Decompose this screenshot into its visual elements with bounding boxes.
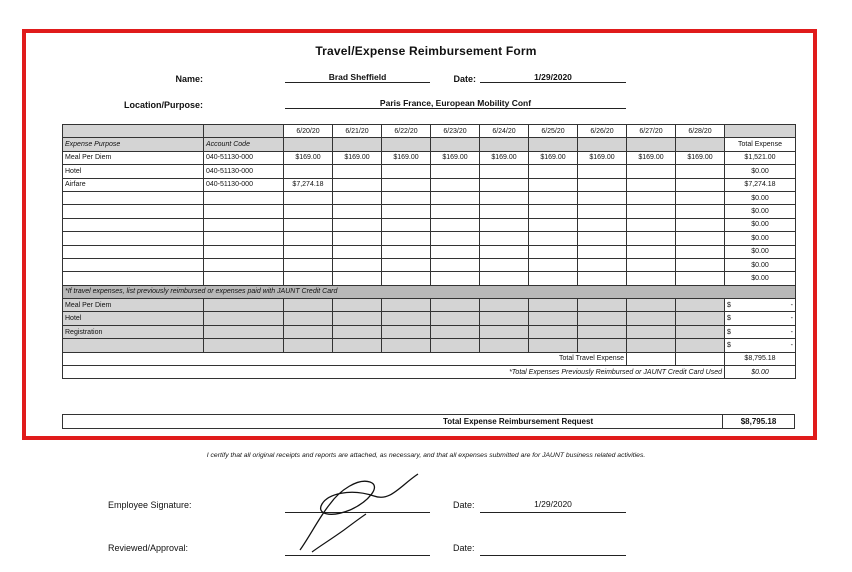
employee-signature-label: Employee Signature:	[108, 500, 192, 510]
amount-cell	[382, 205, 431, 218]
currency-symbol: $	[727, 301, 731, 309]
location-label: Location/Purpose:	[123, 100, 203, 110]
account-code-cell: 040-51130-000	[204, 165, 284, 178]
amount-cell	[382, 218, 431, 231]
row-total-cell: $0.00	[725, 205, 796, 218]
date-header-cell: 6/25/20	[529, 125, 578, 138]
previous-amount-cell	[382, 339, 431, 352]
header-blank-cell	[431, 138, 480, 151]
amount-cell	[676, 258, 725, 271]
currency-symbol: $	[727, 328, 731, 336]
expense-row	[63, 205, 796, 218]
amount-cell	[333, 205, 382, 218]
previous-total-cell	[725, 339, 796, 352]
currency-symbol: $	[727, 315, 731, 323]
previous-amount-cell	[578, 339, 627, 352]
previous-amount-cell	[529, 339, 578, 352]
row-total-cell: $0.00	[725, 165, 796, 178]
header-blank-cell	[529, 138, 578, 151]
previous-amount-cell	[627, 325, 676, 338]
expense-row	[63, 245, 796, 258]
amount-cell	[529, 191, 578, 204]
certification-text: I certify that all original receipts and reports are attached, as necessary, and that all expenses submitted are for JAUNT business related activities.	[206, 452, 646, 459]
previous-amount-cell	[578, 312, 627, 325]
amount-cell	[627, 272, 676, 285]
amount-cell: $169.00	[627, 151, 676, 164]
previous-expenses-note: *If travel expenses, list previously reimbursed or expenses paid with JAUNT Credit Card	[63, 285, 796, 298]
expense-row	[63, 178, 796, 191]
currency-symbol: $	[727, 341, 731, 349]
amount-cell	[578, 218, 627, 231]
date-header-cell: 6/21/20	[333, 125, 382, 138]
expense-row	[63, 272, 796, 285]
previous-expense-row	[63, 339, 796, 352]
previous-amount-cell	[431, 312, 480, 325]
reimbursement-request-label: Total Expense Reimbursement Request	[443, 417, 594, 426]
date-header-cell: 6/23/20	[431, 125, 480, 138]
account-header: Account Code	[204, 138, 284, 151]
header-blank-cell	[676, 138, 725, 151]
expense-purpose-cell	[63, 258, 204, 271]
expense-row	[63, 218, 796, 231]
amount-cell	[627, 218, 676, 231]
date-header-cell: 6/27/20	[627, 125, 676, 138]
amount-cell	[529, 205, 578, 218]
review-date-line	[480, 555, 626, 556]
amount-cell	[382, 165, 431, 178]
amount-cell	[382, 258, 431, 271]
previous-amount-cell	[578, 325, 627, 338]
row-total-cell: $0.00	[725, 272, 796, 285]
previous-expenses-note-row	[63, 285, 796, 298]
account-code-cell	[204, 272, 284, 285]
amount-cell	[333, 258, 382, 271]
review-approval-line	[285, 555, 430, 556]
date-header-cell: 6/22/20	[382, 125, 431, 138]
previous-total-label: *Total Expenses Previously Reimbursed or JAUNT Credit Card Used	[63, 366, 725, 379]
amount-cell	[431, 232, 480, 245]
header-blank-cell	[627, 138, 676, 151]
amount-cell	[431, 245, 480, 258]
amount-cell	[431, 191, 480, 204]
reimbursement-request-box	[62, 414, 795, 429]
amount-cell	[627, 191, 676, 204]
dash-value: -	[790, 328, 793, 336]
amount-cell	[431, 178, 480, 191]
expense-purpose-cell: Meal Per Diem	[63, 151, 204, 164]
amount-cell	[382, 272, 431, 285]
amount-cell	[284, 205, 333, 218]
amount-cell	[431, 205, 480, 218]
header-blank-cell	[63, 125, 204, 138]
total-header: Total Expense	[725, 138, 796, 151]
date-header-cell: 6/26/20	[578, 125, 627, 138]
previous-total-value: $0.00	[725, 366, 796, 379]
expense-row	[63, 165, 796, 178]
previous-amount-cell	[676, 312, 725, 325]
previous-amount-cell	[529, 312, 578, 325]
amount-cell	[333, 191, 382, 204]
amount-cell	[676, 178, 725, 191]
amount-cell: $169.00	[676, 151, 725, 164]
previous-amount-cell	[431, 299, 480, 312]
previous-code-cell	[204, 312, 284, 325]
previous-amount-cell	[627, 312, 676, 325]
amount-cell	[578, 165, 627, 178]
previous-code-cell	[204, 299, 284, 312]
header-blank-cell	[578, 138, 627, 151]
previous-amount-cell	[382, 312, 431, 325]
expense-purpose-cell: Hotel	[63, 165, 204, 178]
amount-cell: $169.00	[333, 151, 382, 164]
amount-cell	[480, 191, 529, 204]
review-date-label: Date:	[453, 543, 475, 553]
amount-cell	[578, 205, 627, 218]
amount-cell	[284, 258, 333, 271]
column-header-row	[63, 138, 796, 151]
reimbursement-request-value: $8,795.18	[740, 417, 777, 426]
amount-cell	[627, 205, 676, 218]
amount-cell	[480, 258, 529, 271]
amount-cell	[676, 165, 725, 178]
total-travel-row	[63, 352, 796, 365]
form-title: Travel/Expense Reimbursement Form	[315, 44, 537, 58]
amount-cell	[284, 272, 333, 285]
amount-cell: $169.00	[480, 151, 529, 164]
date-header-cell: 6/20/20	[284, 125, 333, 138]
amount-cell	[431, 272, 480, 285]
amount-cell	[480, 165, 529, 178]
previous-expense-row	[63, 312, 796, 325]
header-blank-cell	[480, 138, 529, 151]
amount-cell	[676, 245, 725, 258]
previous-amount-cell	[627, 299, 676, 312]
account-code-cell	[204, 205, 284, 218]
signature-scribble	[290, 466, 430, 556]
previous-amount-cell	[284, 312, 333, 325]
amount-cell	[480, 245, 529, 258]
previous-code-cell	[204, 325, 284, 338]
amount-cell: $169.00	[284, 151, 333, 164]
amount-cell	[578, 178, 627, 191]
amount-cell	[676, 218, 725, 231]
amount-cell	[627, 178, 676, 191]
previous-amount-cell	[480, 312, 529, 325]
expense-purpose-cell: Airfare	[63, 178, 204, 191]
blank-cell	[627, 352, 676, 365]
amount-cell	[382, 191, 431, 204]
account-code-cell: 040-51130-000	[204, 178, 284, 191]
amount-cell	[529, 232, 578, 245]
previous-amount-cell	[284, 299, 333, 312]
total-travel-value: $8,795.18	[725, 352, 796, 365]
header-blank-cell	[382, 138, 431, 151]
expense-purpose-cell	[63, 245, 204, 258]
previous-amount-cell	[480, 299, 529, 312]
row-total-cell: $0.00	[725, 191, 796, 204]
previous-amount-cell	[284, 325, 333, 338]
amount-cell	[284, 232, 333, 245]
previous-amount-cell	[284, 339, 333, 352]
header-blank-cell	[284, 138, 333, 151]
signature-date-line	[480, 512, 626, 513]
signature-date-value: 1/29/2020	[534, 499, 572, 509]
row-total-cell: $1,521.00	[725, 151, 796, 164]
amount-cell	[480, 205, 529, 218]
amount-cell	[382, 232, 431, 245]
previous-amount-cell	[333, 325, 382, 338]
date-field: 1/29/2020	[480, 72, 626, 83]
amount-cell	[529, 218, 578, 231]
amount-cell	[431, 165, 480, 178]
signature-date-label: Date:	[453, 500, 475, 510]
amount-cell	[333, 165, 382, 178]
expense-purpose-cell	[63, 218, 204, 231]
previous-amount-cell	[529, 299, 578, 312]
previous-purpose-cell: Hotel	[63, 312, 204, 325]
previous-purpose-cell	[63, 339, 204, 352]
previous-amount-cell	[578, 299, 627, 312]
account-code-cell	[204, 191, 284, 204]
header-blank-cell	[204, 125, 284, 138]
account-code-cell	[204, 232, 284, 245]
amount-cell	[480, 218, 529, 231]
previous-total-cell	[725, 325, 796, 338]
name-field: Brad Sheffield	[285, 72, 430, 83]
amount-cell	[578, 245, 627, 258]
amount-cell: $169.00	[382, 151, 431, 164]
amount-cell	[480, 272, 529, 285]
amount-cell	[284, 191, 333, 204]
purpose-header: Expense Purpose	[63, 138, 204, 151]
previous-amount-cell	[480, 325, 529, 338]
amount-cell	[529, 178, 578, 191]
row-total-cell: $0.00	[725, 218, 796, 231]
amount-cell	[676, 232, 725, 245]
amount-cell	[431, 218, 480, 231]
date-header-row	[63, 125, 796, 138]
previous-total-cell	[725, 299, 796, 312]
amount-cell	[382, 245, 431, 258]
amount-cell	[529, 272, 578, 285]
amount-cell	[529, 245, 578, 258]
previous-amount-cell	[382, 299, 431, 312]
previous-amount-cell	[333, 339, 382, 352]
previous-amount-cell	[676, 325, 725, 338]
amount-cell	[578, 232, 627, 245]
date-header-cell: 6/28/20	[676, 125, 725, 138]
amount-cell	[333, 245, 382, 258]
previous-expense-row	[63, 325, 796, 338]
expense-row	[63, 232, 796, 245]
amount-cell: $7,274.18	[284, 178, 333, 191]
previous-amount-cell	[627, 339, 676, 352]
previous-amount-cell	[333, 312, 382, 325]
amount-cell	[333, 178, 382, 191]
amount-cell	[284, 218, 333, 231]
amount-cell	[578, 272, 627, 285]
date-label: Date:	[453, 74, 476, 84]
amount-cell	[676, 205, 725, 218]
amount-cell: $169.00	[529, 151, 578, 164]
amount-cell	[382, 178, 431, 191]
total-travel-label: Total Travel Expense	[63, 352, 627, 365]
previous-amount-cell	[333, 299, 382, 312]
dash-value: -	[790, 341, 793, 349]
dash-value: -	[790, 315, 793, 323]
amount-cell: $169.00	[431, 151, 480, 164]
name-label: Name:	[175, 74, 203, 84]
header-blank-cell	[333, 138, 382, 151]
review-approval-label: Reviewed/Approval:	[108, 543, 189, 553]
account-code-cell	[204, 258, 284, 271]
expense-purpose-cell	[63, 272, 204, 285]
expense-row	[63, 151, 796, 164]
dash-value: -	[790, 301, 793, 309]
previous-amount-cell	[676, 339, 725, 352]
amount-cell	[627, 258, 676, 271]
amount-cell	[480, 232, 529, 245]
expense-purpose-cell	[63, 232, 204, 245]
previous-purpose-cell: Registration	[63, 325, 204, 338]
previous-amount-cell	[480, 339, 529, 352]
previous-code-cell	[204, 339, 284, 352]
amount-cell	[284, 245, 333, 258]
expense-purpose-cell	[63, 191, 204, 204]
amount-cell	[676, 191, 725, 204]
expense-row	[63, 191, 796, 204]
previous-amount-cell	[676, 299, 725, 312]
location-field: Paris France, European Mobility Conf	[285, 98, 626, 109]
expense-row	[63, 258, 796, 271]
amount-cell	[578, 258, 627, 271]
previous-amount-cell	[431, 325, 480, 338]
account-code-cell: 040-51130-000	[204, 151, 284, 164]
amount-cell: $169.00	[578, 151, 627, 164]
blank-cell	[676, 352, 725, 365]
row-total-cell: $0.00	[725, 258, 796, 271]
row-total-cell: $0.00	[725, 232, 796, 245]
previous-total-row	[63, 366, 796, 379]
row-total-cell: $0.00	[725, 245, 796, 258]
amount-cell	[627, 232, 676, 245]
header-blank-cell	[725, 125, 796, 138]
amount-cell	[627, 245, 676, 258]
previous-amount-cell	[431, 339, 480, 352]
previous-amount-cell	[382, 325, 431, 338]
previous-purpose-cell: Meal Per Diem	[63, 299, 204, 312]
amount-cell	[578, 191, 627, 204]
amount-cell	[333, 218, 382, 231]
previous-expense-row	[63, 299, 796, 312]
amount-cell	[333, 232, 382, 245]
row-total-cell: $7,274.18	[725, 178, 796, 191]
amount-cell	[627, 165, 676, 178]
amount-cell	[529, 258, 578, 271]
amount-cell	[333, 272, 382, 285]
expense-table	[62, 124, 796, 379]
amount-cell	[529, 165, 578, 178]
account-code-cell	[204, 218, 284, 231]
amount-cell	[431, 258, 480, 271]
account-code-cell	[204, 245, 284, 258]
previous-total-cell	[725, 312, 796, 325]
amount-cell	[480, 178, 529, 191]
date-header-cell: 6/24/20	[480, 125, 529, 138]
expense-purpose-cell	[63, 205, 204, 218]
previous-amount-cell	[529, 325, 578, 338]
amount-cell	[676, 272, 725, 285]
amount-cell	[284, 165, 333, 178]
